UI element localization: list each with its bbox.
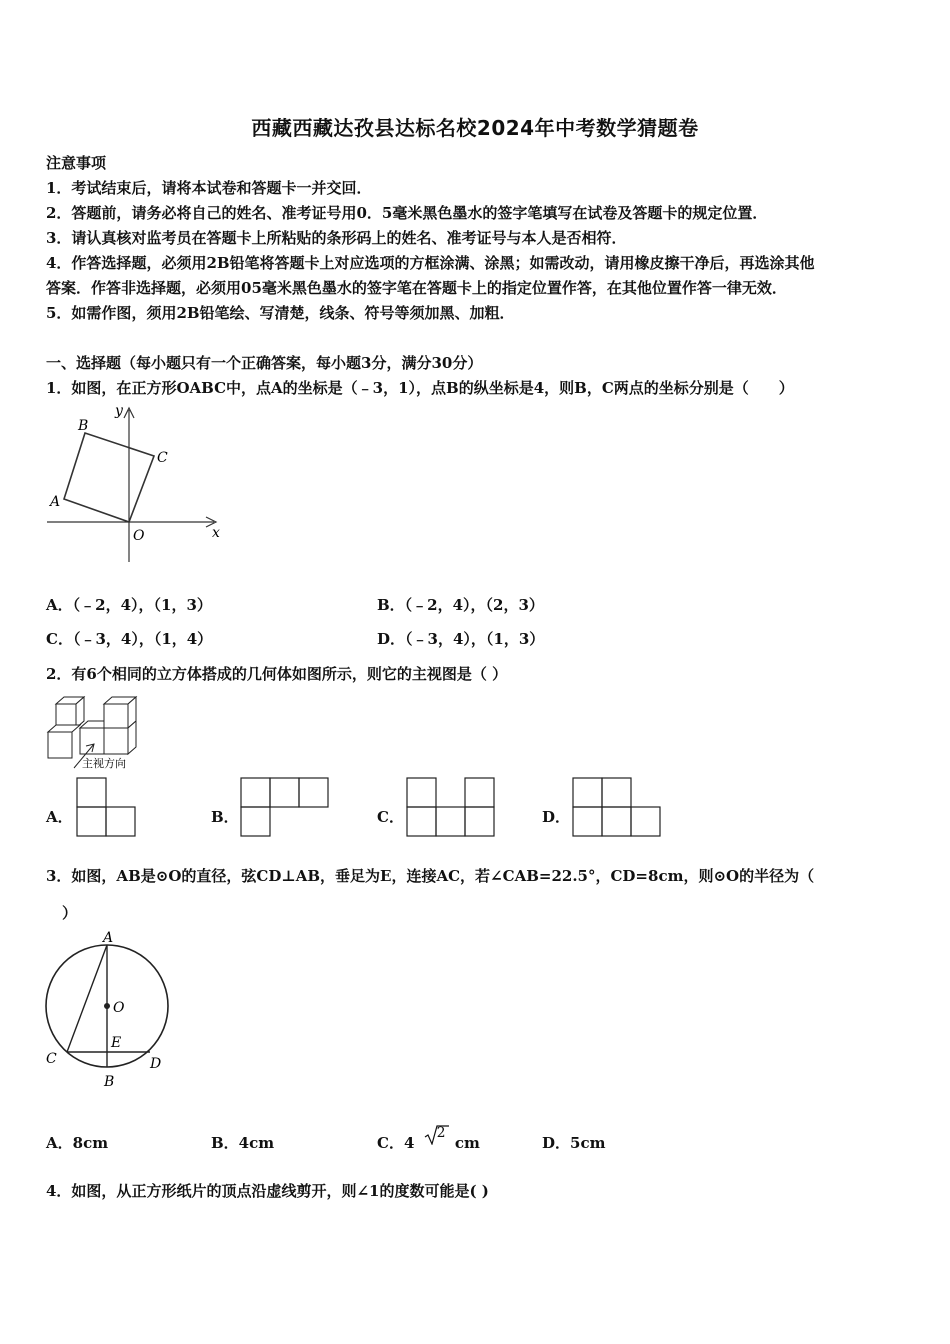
q3-option-a[interactable]: A．8cm xyxy=(46,1134,109,1152)
q3-stem: 3．如图，AB是⊙O的直径，弦CD⊥AB，垂足为E，连接AC，若∠CAB=22.5°，CD=8cm，则⊙O的半径为（ xyxy=(46,867,815,885)
label-y: y xyxy=(115,403,123,419)
q2-option-c-figure[interactable] xyxy=(406,777,498,839)
center-point xyxy=(104,1003,110,1009)
q1-figure xyxy=(44,402,229,567)
q2-option-c[interactable]: C． xyxy=(377,808,404,826)
label-a: A xyxy=(50,494,61,510)
q3-option-d[interactable]: D．5cm xyxy=(542,1134,606,1152)
q2-option-b[interactable]: B． xyxy=(211,808,239,826)
label-e: E xyxy=(111,1035,122,1051)
q3-option-c-prefix: C．4 xyxy=(377,1134,415,1152)
note-item-4-cont: 答案．作答非选择题，必须用05毫米黑色墨水的签字笔在答题卡上的指定位置作答，在其他位置作答一律无效． xyxy=(46,279,787,297)
note-item-3: 3．请认真核对监考员在答题卡上所粘贴的条形码上的姓名、准考证号与本人是否相符． xyxy=(46,229,627,247)
q3-stem-cont: ） xyxy=(62,904,78,922)
q1-stem: 1．如图，在正方形OABC中，点A的坐标是（﹣3，1），点B的纵坐标是4，则B，C两点的坐标分别是（ ） xyxy=(46,379,794,397)
q1-option-d[interactable]: D．（﹣3，4），（1，3） xyxy=(377,630,545,648)
q2-option-a[interactable]: A． xyxy=(46,808,73,826)
label-c: C xyxy=(157,450,168,466)
label-d: D xyxy=(150,1056,162,1072)
q3-option-c[interactable] xyxy=(377,1125,480,1154)
label-o: O xyxy=(113,1000,125,1016)
q3-figure xyxy=(40,928,175,1093)
note-item-5: 5．如需作图，须用2B铅笔绘、写清楚，线条、符号等须加黑、加粗． xyxy=(46,304,515,322)
q2-option-a-figure[interactable] xyxy=(76,777,138,839)
radical-value: 2 xyxy=(436,1125,446,1141)
q2-option-d[interactable]: D． xyxy=(542,808,571,826)
segment-ac xyxy=(67,945,107,1052)
q3-option-b[interactable]: B．4cm xyxy=(211,1134,275,1152)
label-a: A xyxy=(103,930,114,946)
radical-sign xyxy=(424,1125,450,1145)
note-item-2: 2．答题前，请务必将自己的姓名、准考证号用0．5毫米黑色墨水的签字笔填写在试卷及答题卡的规定位置． xyxy=(46,204,768,222)
q2-stem: 2．有6个相同的立方体搭成的几何体如图所示，则它的主视图是（ ） xyxy=(46,665,508,683)
q3-option-c-unit: cm xyxy=(454,1134,480,1152)
q2-option-b-figure[interactable] xyxy=(240,777,332,839)
note-item-1: 1．考试结束后，请将本试卷和答题卡一并交回． xyxy=(46,179,372,197)
notes-heading: 注意事项 xyxy=(46,154,107,172)
square-oabc xyxy=(64,433,154,522)
q2-figure xyxy=(44,692,144,772)
q4-stem: 4．如图，从正方形纸片的顶点沿虚线剪开，则∠1的度数可能是( ) xyxy=(46,1182,489,1200)
label-o: O xyxy=(133,528,145,544)
label-c: C xyxy=(46,1051,57,1067)
label-b: B xyxy=(104,1074,115,1090)
q1-option-a[interactable]: A．（﹣2，4），（1，3） xyxy=(46,596,212,614)
label-x: x xyxy=(212,525,220,541)
q2-option-d-figure[interactable] xyxy=(572,777,664,839)
q2-figure-caption: 主视方向 xyxy=(82,757,126,770)
page-title: 西藏西藏达孜县达标名校2024年中考数学猜题卷 xyxy=(251,116,699,140)
label-b: B xyxy=(78,418,89,434)
q1-option-b[interactable]: B．（﹣2，4），（2，3） xyxy=(377,596,544,614)
note-item-4: 4．作答选择题，必须用2B铅笔将答题卡上对应选项的方框涂满、涂黑；如需改动，请用橡皮擦干净后，再选涂其他 xyxy=(46,254,815,272)
section-heading: 一、选择题（每小题只有一个正确答案，每小题3分，满分30分） xyxy=(46,354,483,372)
q1-option-c[interactable]: C．（﹣3，4），（1，4） xyxy=(46,630,213,648)
